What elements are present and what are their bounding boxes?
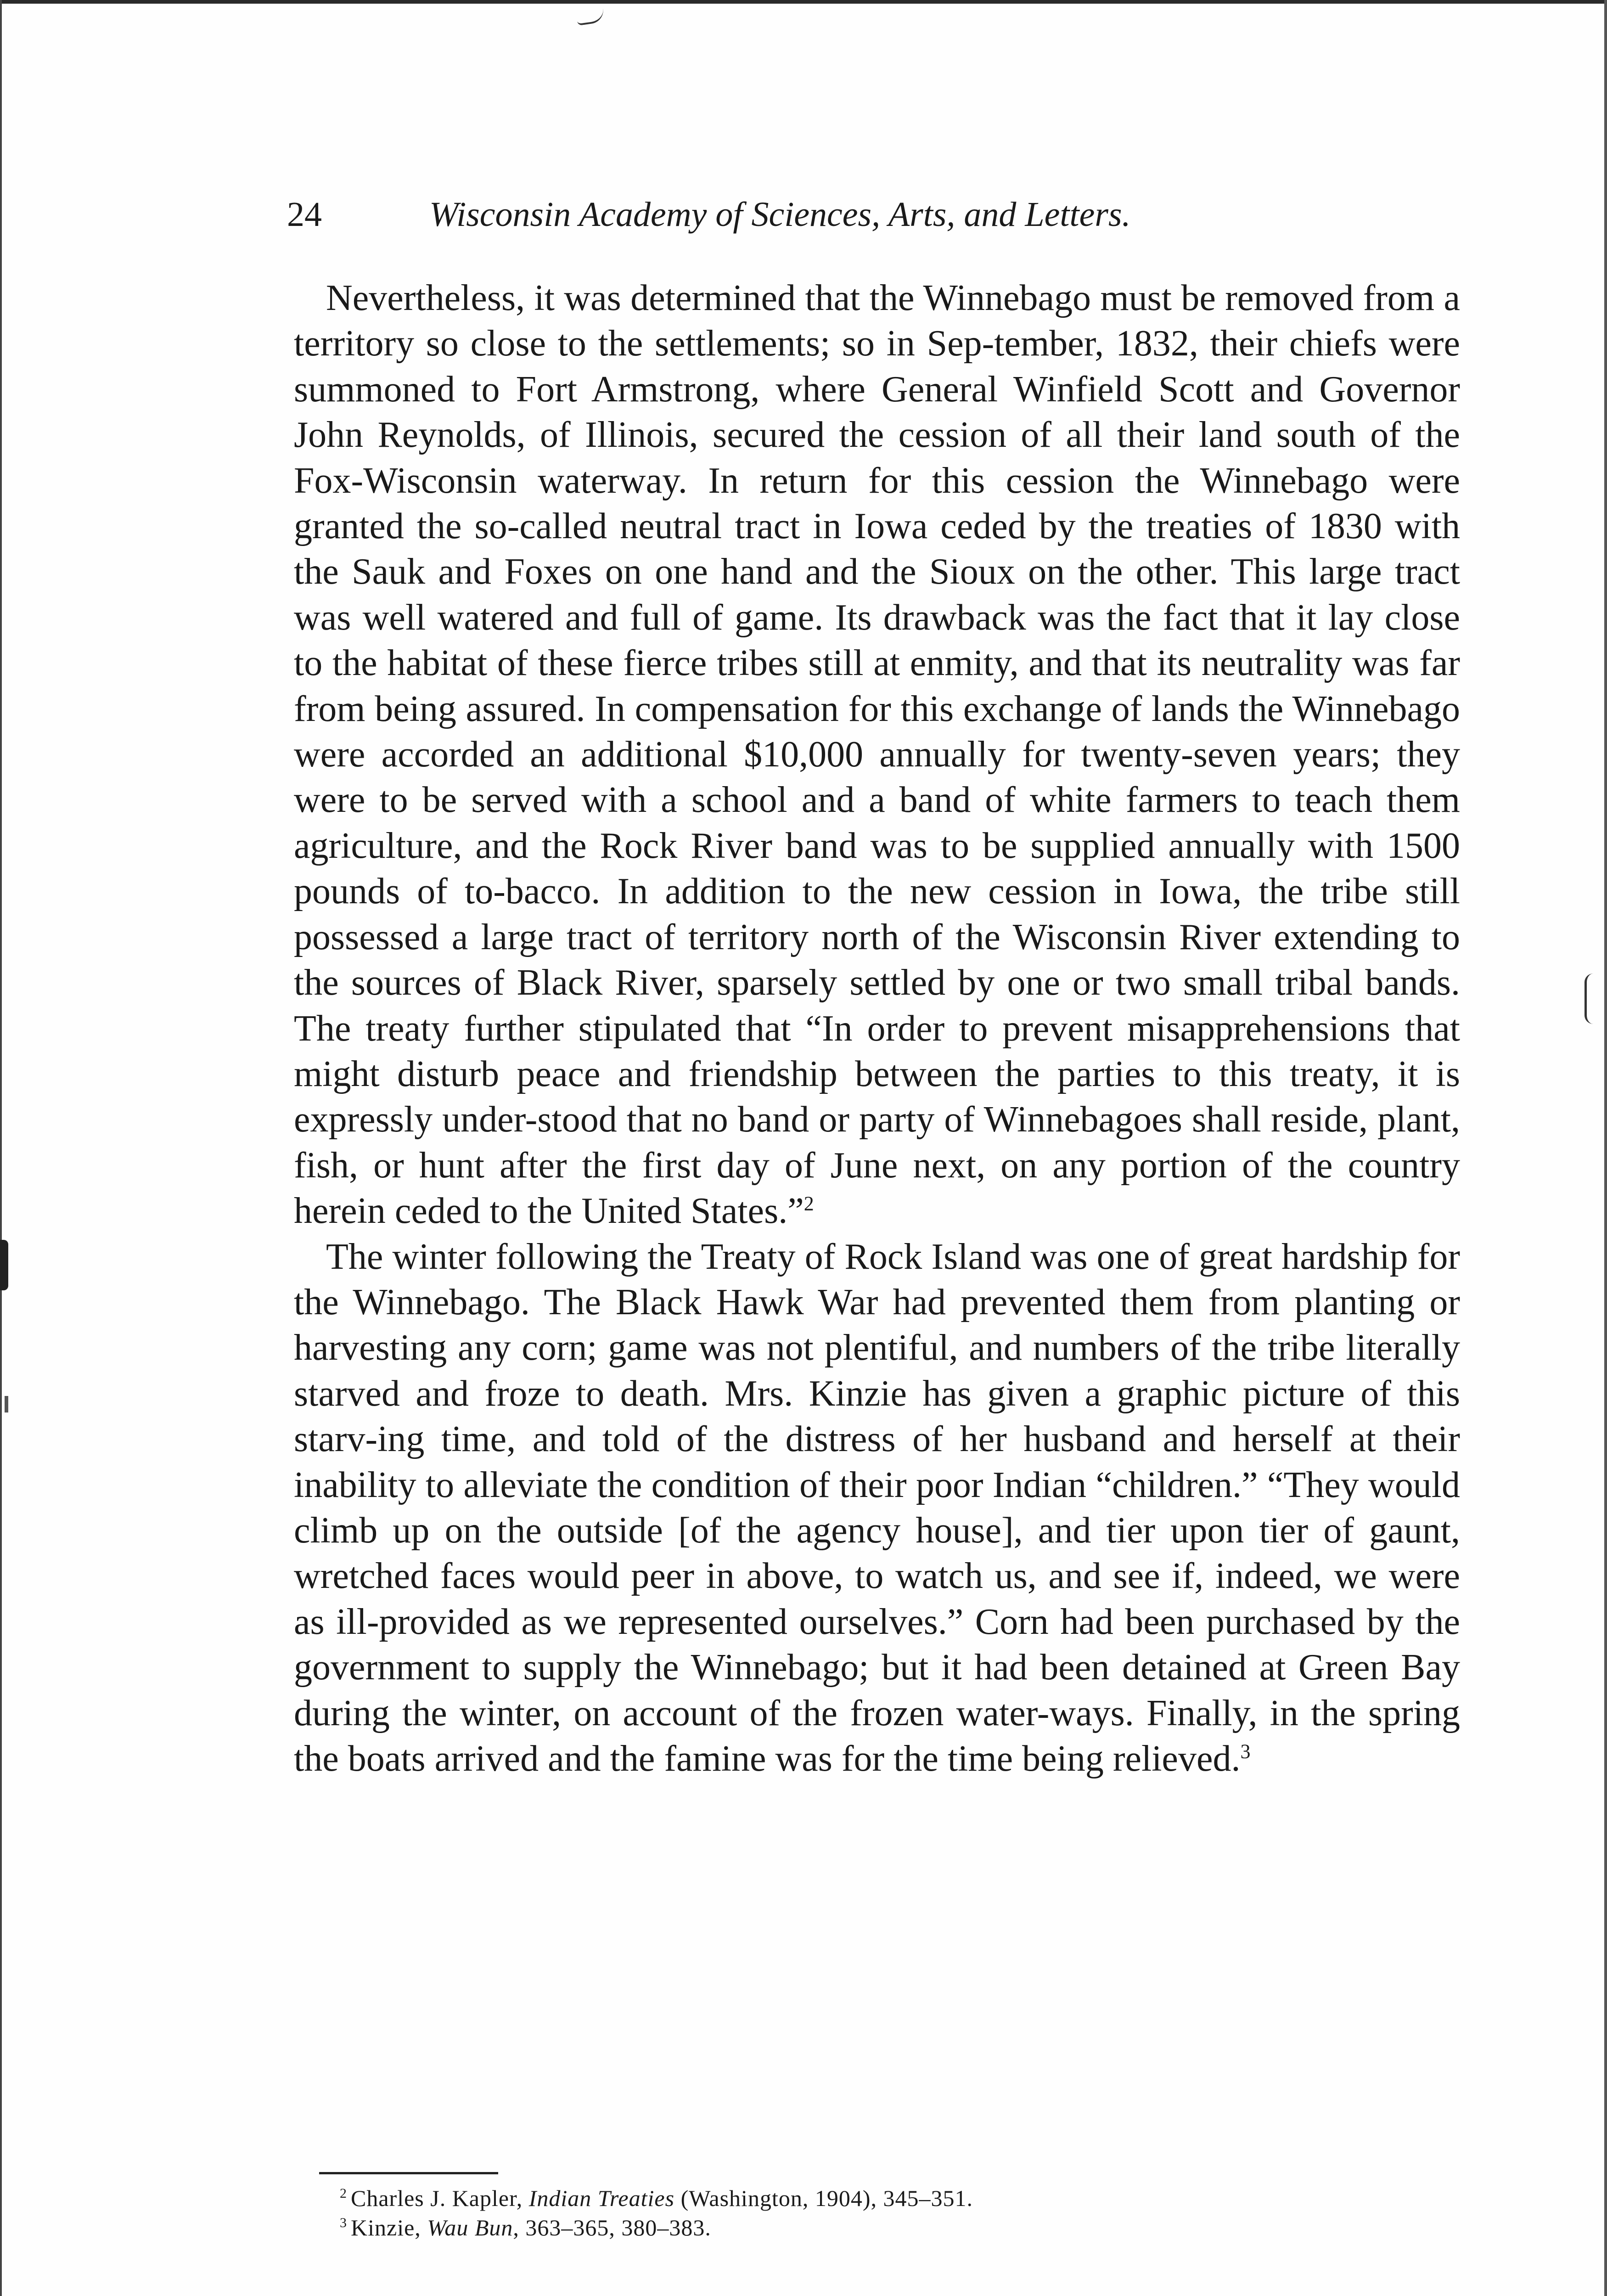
paragraph-text: The winter following the Treaty of Rock Island was one of great hardship for the Winnebago. The Black Hawk War had prevented them from planting or harvesting any corn; game was not plentiful, and numbers of the tribe literally starved and froze to death. Mrs. Kinzie has given a graphic picture of this starv-ing time, and told of the distress of her husband and herself at their inability to alleviate the condition of their poor Indian “children.” “They would climb up on the outside [of the agency house], and tier upon tier of gaunt, wretched faces would peer in above, to watch us, and see if, indeed, we were as ill-provided as we represented ourselves.” Corn had been purchased by the government to supply the Winnebago; but it had been detained at Green Bay during the winter, on account of the frozen water-ways. Finally, in the spring the boats arrived and the famine was for the time being relieved. — [294, 1236, 1460, 1779]
footnote — [340, 2183, 1396, 2213]
scan-artifact-left — [0, 1240, 8, 1290]
paragraph — [294, 276, 1460, 1234]
running-title: Wisconsin Academy of Sciences, Arts, and Letters. — [429, 195, 1131, 234]
footnote-divider — [319, 2172, 498, 2174]
footnote-reference: 2 — [804, 1192, 814, 1215]
scan-edge-left — [0, 0, 2, 2296]
footnote-mark: 2 — [340, 2186, 347, 2201]
footnote-text: , 363–365, 380–383. — [513, 2215, 711, 2240]
scan-artifact-right — [1585, 974, 1593, 1024]
page-number: 24 — [287, 195, 322, 234]
scan-edge-right — [1604, 0, 1607, 2296]
footnote — [340, 2213, 1396, 2242]
paragraph-text: Nevertheless, it was determined that the Winnebago must be removed from a territory so close to the settlements; so in Sep-tember, 1832, their chiefs were summoned to Fort Armstrong, where General Winfield Scott and Governor John Reynolds, of Illinois, secured the cession of all their land south of the Fox-Wisconsin waterway. In return for this cession the Winnebago were granted the so-called neutral tract in Iowa ceded by the treaties of 1830 with the Sauk and Foxes on one hand and the Sioux on the other. This large tract was well watered and full of game. Its drawback was the fact that it lay close to the habitat of these fierce tribes still at enmity, and that its neutrality was far from being assured. In compensation for this exchange of lands the Winnebago were accorded an additional $10,000 annually for twenty-seven years; they were to be served with a school and a band of white farmers to teach them agriculture, and the Rock River band was to be supplied annually with 1500 pounds of to-bacco. In addition to the new cession in Iowa, the tribe still possessed a large tract of territory north of the Wisconsin River extending to the sources of Black River, sparsely settled by one or two small tribal bands. The treaty further stipulated that “In order to prevent misapprehensions that might disturb peace and friendship between the parties to this treaty, it is expressly under-stood that no band or party of Winnebagoes shall reside, plant, fish, or hunt after the first day of June next, on any portion of the country herein ceded to the United States.” — [294, 278, 1460, 1232]
scan-artifact-left-small — [5, 1396, 8, 1412]
footnote-text: Charles J. Kapler, — [351, 2185, 529, 2211]
scan-edge-top — [0, 0, 1607, 4]
footnote-text: Kinzie, — [351, 2215, 427, 2240]
footnote-mark: 3 — [340, 2215, 347, 2231]
paragraph — [294, 1234, 1460, 1782]
footnote-reference: 3 — [1240, 1740, 1251, 1763]
page-header — [287, 189, 1366, 240]
footnote-title: Wau Bun — [427, 2215, 513, 2240]
footnote-title: Indian Treaties — [528, 2185, 675, 2211]
scan-artifact-top — [575, 2, 605, 26]
footnote-text: (Washington, 1904), 345–351. — [674, 2185, 973, 2211]
footnotes — [340, 2183, 1396, 2242]
body-text — [294, 276, 1460, 1782]
